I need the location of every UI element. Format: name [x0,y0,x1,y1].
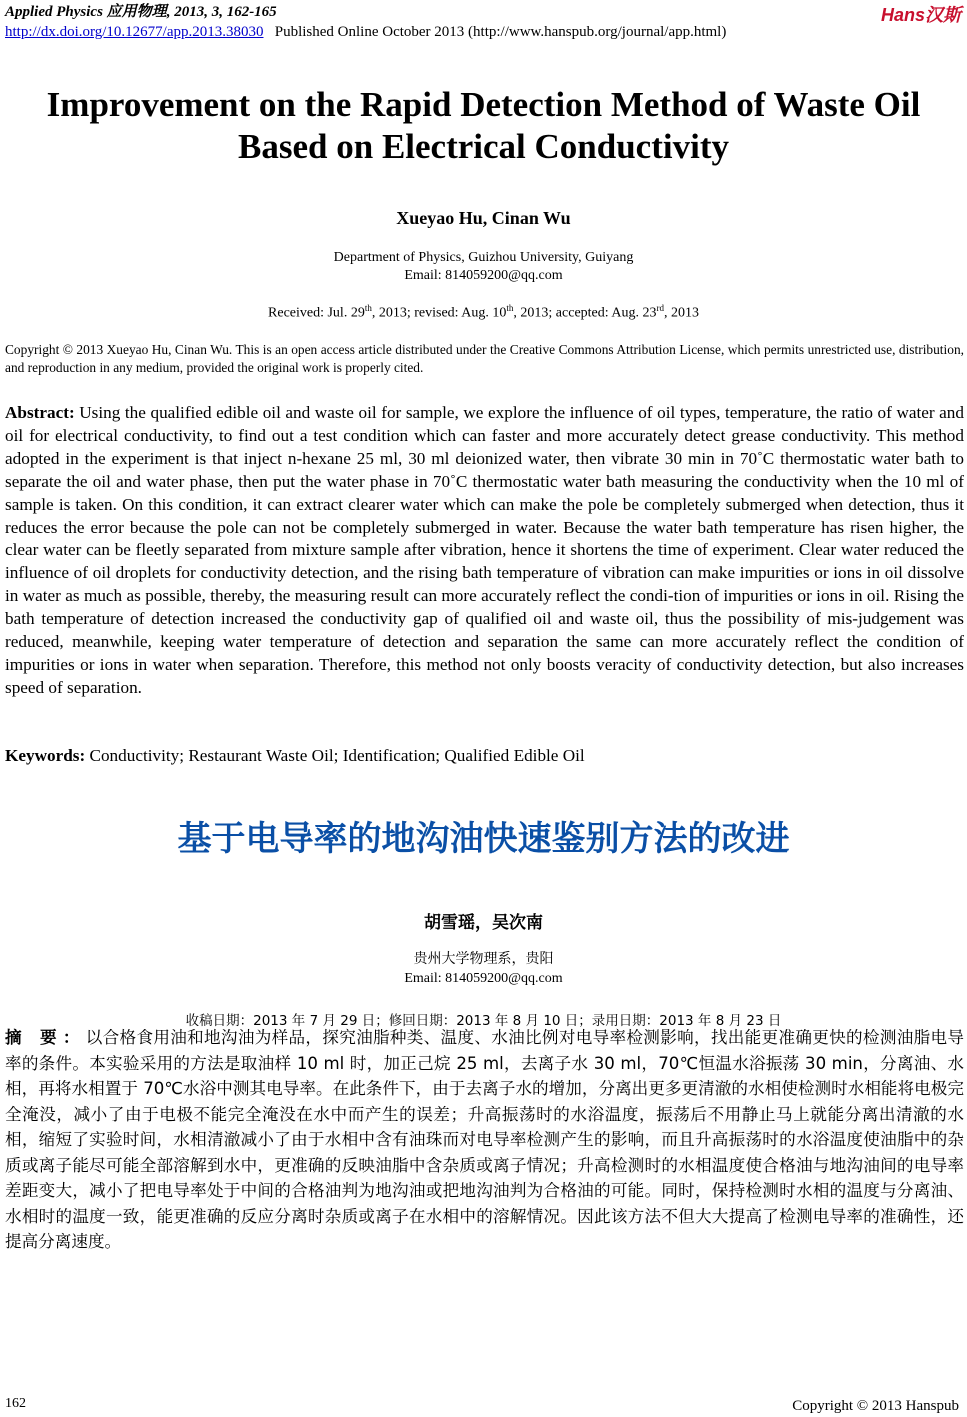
abstract-text: Using the qualified edible oil and waste oil for sample, we explore the influence of oil types, temperature, the ratio of water and oil for electrical conductivity, to find out a test condition which can faster and more accurately detect grease conductivity. This method adopted in the experiment is that inject n-hexane 25 ml, 30 ml deionized water, then vibrate 30 min in 70˚C thermostatic water bath to separate the oil and water phase, then put the water phase in 70˚C thermostatic water bath measuring the conductivity when the 10 ml of sample is taken. On this condition, it can extract clearer water which can make the pole be completely submerged when detection, thus it reduces the error because the pole can not be completely submerged in water. Because the water bath temperature has risen higher, the clear water can be fleetly separated from mixture sample after vibration, hence it shortens the time of experiment. Clear water reduced the influence of oil droplets for conductivity detection, and the rising bath temperature of vibration can make impurities or ions in oil dissolve in water as much as possible, thereby, the measuring result can more accurately reflect the condi-tion of impurities or ions in oil. Rising the bath temperature of detection increased the conductivity gap of qualified oil and waste oil, thus the possibility of mis-judgement was reduced, meanwhile, keeping water temperature of detection and separation the same can more accurately reflect the condition of impurities or ions in water when separation. Therefore, this method not only boosts veracity of conductivity detection, but also increases speed of separation. [5,403,964,697]
published-online: Published Online October 2013 (http://www.hanspub.org/journal/app.html) [274,24,727,40]
chinese-authors: 胡雪瑶，吴次南 [424,913,543,933]
abstract-label: Abstract: [5,403,75,422]
keywords-text: Conductivity; Restaurant Waste Oil; Identification; Qualified Edible Oil [85,746,585,765]
title-line-2: Based on Electrical Conductivity [238,127,729,166]
chinese-title: 基于电导率的地沟油快速鉴别方法的改进 [177,819,790,859]
running-header [5,2,963,42]
chinese-abstract-label: 摘 要： [5,1028,86,1047]
chinese-abstract-text: 以合格食用油和地沟油为样品，探究油脂种类、温度、水油比例对电导率检测影响，找出能更准确更快的检测油脂电导率的条件。本实验采用的方法是取油样 10 ml 时，加正己烷 25 ml，去离子水 30 ml，70℃恒温水浴振荡 30 min，分离油、水相，再将水相置于 70℃水浴中测其电导率。在此条件下，由于去离子水的增加，分离出更多更清澈的水相使检测时水相能将电极完全淹没，减小了由于电极不能完全淹没在水中而产生的误差；升高振荡时的水浴温度，振荡后不用静止马上就能分离出清澈的水相，缩短了实验时间，水相清澈减小了由于水相中含有油珠而对电导率检测产生的影响，而且升高振荡时的水浴温度使油脂中的杂质或离子能尽可能全部溶解到水中，更准确的反映油脂中含杂质或离子情况；升高检测时的水相温度使合格油与地沟油间的电导率差距变大，减小了把电导率处于中间的合格油判为地沟油或把地沟油判为合格油的可能。同时，保持检测时水相的温度与分离油、水相时的温度一致，能更准确的反应分离时杂质或离子在水相中的溶解情况。因此该方法不但大大提高了检测电导率的准确性，还提高分离速度。 [5,1028,964,1251]
dates [0,303,967,322]
authors: Xueyao Hu, Cinan Wu [396,208,571,228]
title-line-1: Improvement on the Rapid Detection Method of Waste Oil [46,85,921,124]
journal-name: Applied Physics [5,4,103,20]
hans-logo: Hans汉斯 [880,5,961,25]
citation-info: , 2013, 3, 162-165 [166,4,277,20]
footer-copyright: Copyright © 2013 Hanspub [792,1398,959,1414]
doi-line [5,22,963,42]
abstract [5,402,964,700]
chinese-affiliation-block [0,950,967,988]
revised-sup: th [506,303,514,313]
received-date: Received: Jul. 29 [268,305,365,321]
doi-link[interactable]: http://dx.doi.org/10.12677/app.2013.38030 [5,24,264,40]
page-number: 162 [5,1396,26,1411]
accepted-sup: rd [656,303,664,313]
journal-citation [5,2,963,22]
revised-date: , 2013; revised: Aug. 10 [371,305,507,321]
dates-suffix: , 2013 [663,305,699,321]
chinese-abstract [5,1025,964,1255]
accepted-date: , 2013; accepted: Aug. 23 [513,305,657,321]
chinese-email: Email: 814059200@qq.com [404,971,563,986]
affiliation: Department of Physics, Guizhou University, Guiyang [333,250,634,265]
copyright-notice: Copyright © 2013 Xueyao Hu, Cinan Wu. This is an open access article distributed under the Creative Commons Attribution License, which permits unrestricted use, distribution, and reproduction in any medium, provided the original work is properly cited. [5,342,964,375]
received-sup: th [364,303,372,313]
paper-title [0,84,967,168]
chinese-dates: 收稿日期：2013 年 7 月 29 日；修回日期：2013 年 8 月 10 日；录用日期：2013 年 8 月 23 日 [185,1013,782,1029]
keywords [5,745,964,767]
email: Email: 814059200@qq.com [404,268,563,283]
chinese-affiliation: 贵州大学物理系，贵阳 [413,951,554,967]
keywords-label: Keywords: [5,746,86,765]
affiliation-block [0,249,967,285]
journal-name-cn: 应用物理 [106,4,167,20]
